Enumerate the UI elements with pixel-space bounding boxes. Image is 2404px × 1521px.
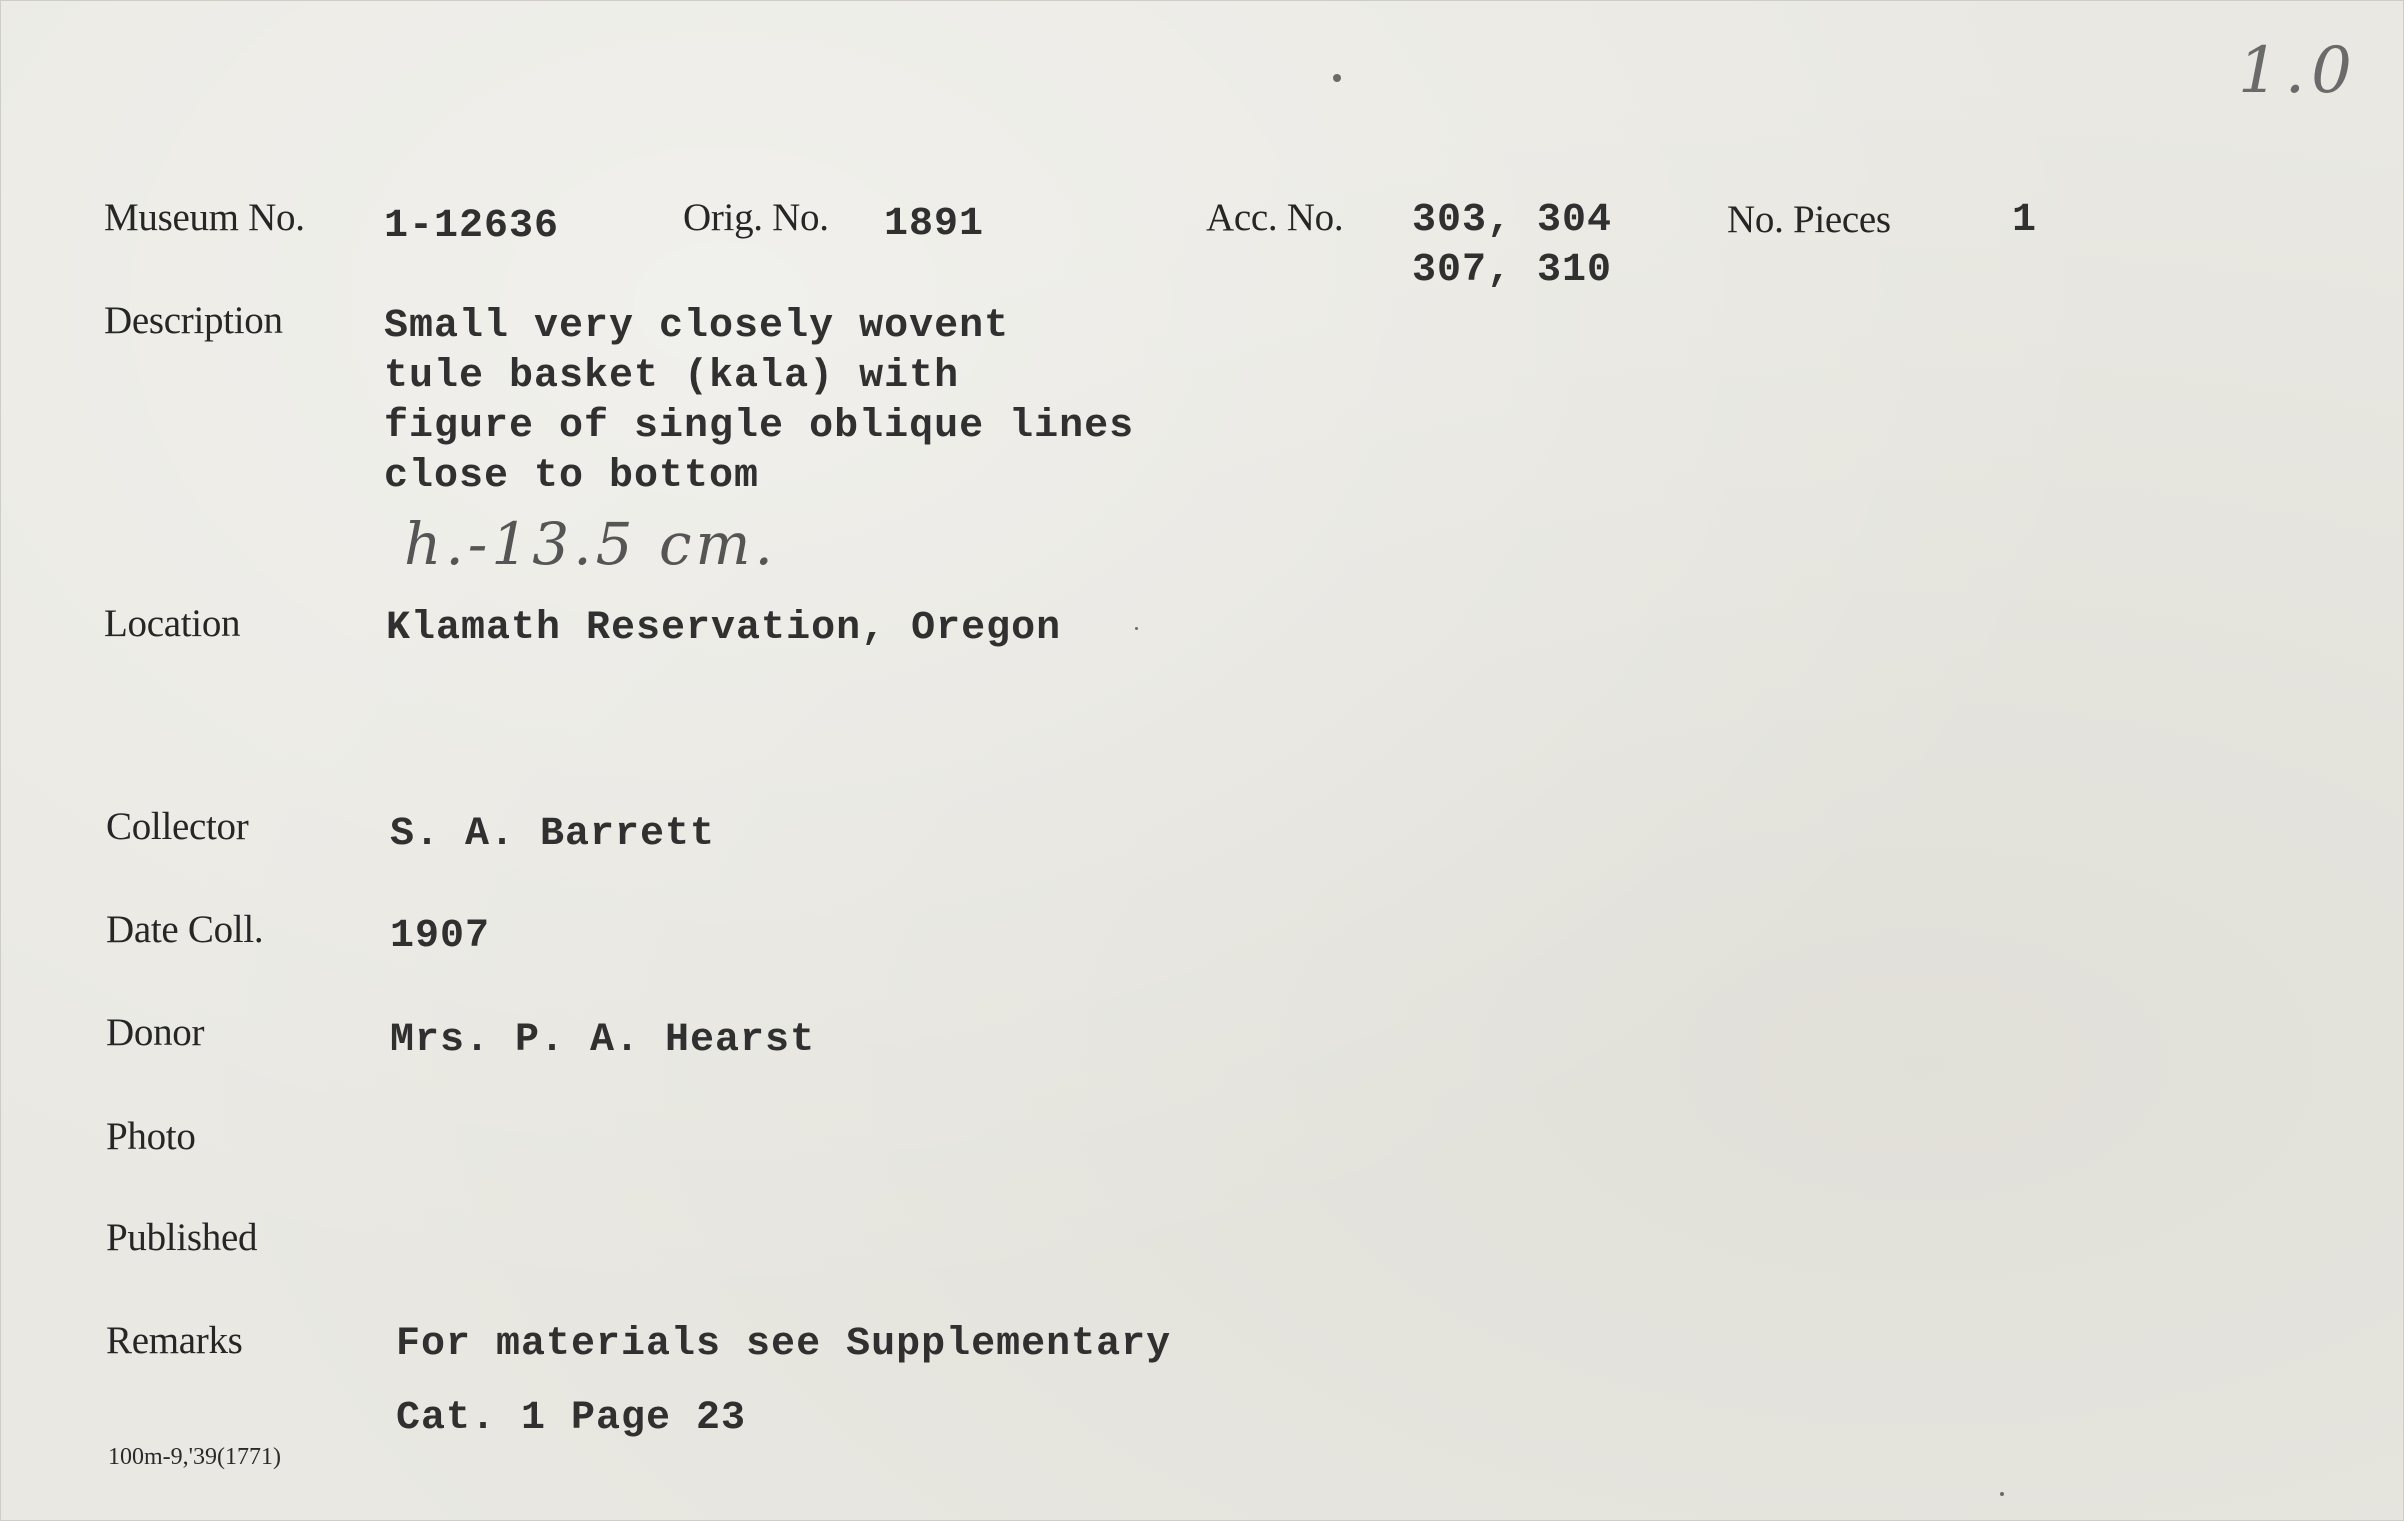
handwritten-height-note: h.-13.5 cm. (404, 510, 777, 578)
description-line: tule basket (kala) with (384, 354, 960, 399)
corner-handwritten-note: 1.0 (2238, 34, 2358, 108)
acc-no-values (1412, 196, 1612, 296)
description-label: Description (104, 299, 283, 342)
donor-label: Donor (106, 1011, 205, 1054)
date-coll-label: Date Coll. (106, 908, 264, 951)
form-code: 100m-9,'39(1771) (108, 1444, 281, 1470)
no-pieces-value: 1 (2012, 198, 2038, 243)
ink-speck (1135, 627, 1138, 630)
ink-speck (2000, 1492, 2004, 1496)
ink-speck (1333, 74, 1341, 82)
date-coll-value: 1907 (390, 914, 491, 959)
acc-no-value-line: 303, 304 (1412, 198, 1613, 243)
no-pieces-label: No. Pieces (1727, 198, 1891, 241)
published-label: Published (106, 1216, 258, 1259)
photo-label: Photo (106, 1115, 196, 1158)
description-line: Small very closely wovent (384, 304, 1010, 349)
museum-no-label: Museum No. (104, 196, 305, 239)
remarks-line: Cat. 1 Page 23 (396, 1396, 747, 1441)
description-line: close to bottom (384, 454, 760, 499)
orig-no-value: 1891 (884, 202, 985, 247)
donor-value: Mrs. P. A. Hearst (390, 1018, 816, 1063)
remarks-label: Remarks (106, 1319, 243, 1362)
location-label: Location (104, 602, 241, 645)
remarks-line: For materials see Supplementary (396, 1322, 1172, 1367)
description-line: figure of single oblique lines (384, 404, 1135, 449)
orig-no-label: Orig. No. (683, 196, 829, 239)
location-value: Klamath Reservation, Oregon (386, 606, 1062, 651)
description-text (384, 302, 1134, 502)
museum-no-value: 1-12636 (384, 204, 560, 249)
collector-value: S. A. Barrett (390, 812, 716, 857)
acc-no-value-line: 307, 310 (1412, 248, 1613, 293)
acc-no-label: Acc. No. (1206, 196, 1344, 239)
collector-label: Collector (106, 805, 249, 848)
